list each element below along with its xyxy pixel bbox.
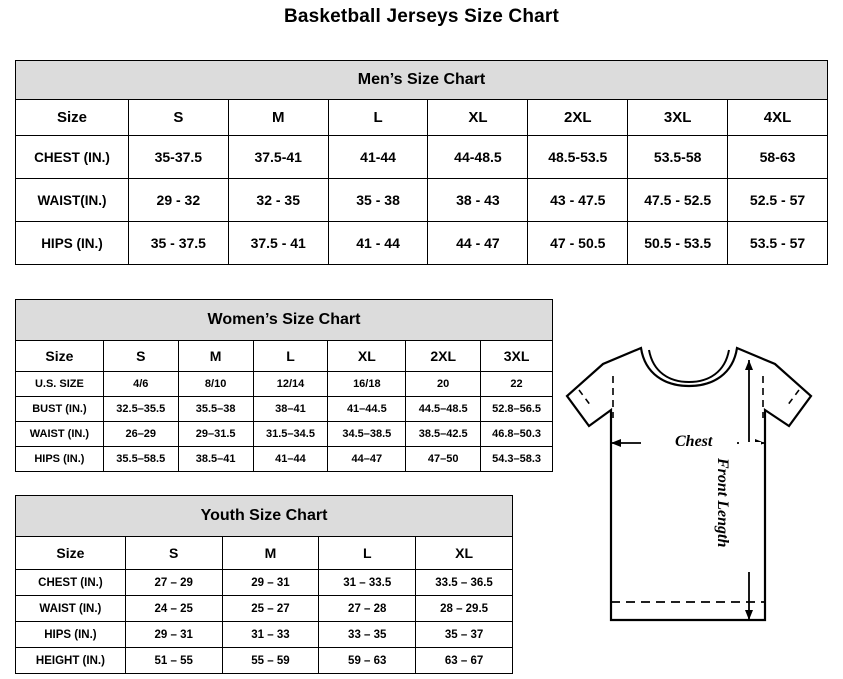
womens-chart-title: Women’s Size Chart <box>16 300 553 341</box>
mens-chest-s: 35-37.5 <box>128 136 228 179</box>
collar-line <box>649 350 729 382</box>
womens-bust-xl: 41–44.5 <box>328 397 406 422</box>
youth-waist-xl: 28 – 29.5 <box>416 596 513 622</box>
mens-waist-m: 32 - 35 <box>228 179 328 222</box>
womens-hips-2xl: 47–50 <box>406 447 481 472</box>
chest-measure-label: Chest <box>675 433 713 450</box>
table-row <box>16 422 553 447</box>
mens-chart-title: Men’s Size Chart <box>16 61 828 100</box>
mens-col-header-2xl: 2XL <box>528 100 628 136</box>
mens-row-label-hips: HIPS (IN.) <box>16 222 129 265</box>
youth-chest-s: 27 – 29 <box>125 570 222 596</box>
mens-hips-xl: 44 - 47 <box>428 222 528 265</box>
womens-row-label-hips: HIPS (IN.) <box>16 447 104 472</box>
mens-waist-3xl: 47.5 - 52.5 <box>628 179 728 222</box>
womens-bust-3xl: 52.8–56.5 <box>481 397 553 422</box>
youth-chart-title-row <box>16 496 513 537</box>
youth-col-header-xl: XL <box>416 537 513 570</box>
table-row <box>16 622 513 648</box>
womens-waist-s: 26–29 <box>103 422 178 447</box>
womens-col-header-l: L <box>253 341 328 372</box>
mens-col-header-m: M <box>228 100 328 136</box>
mens-col-header-3xl: 3XL <box>628 100 728 136</box>
mens-row-label-chest: CHEST (IN.) <box>16 136 129 179</box>
womens-waist-l: 31.5–34.5 <box>253 422 328 447</box>
mens-col-header-4xl: 4XL <box>728 100 828 136</box>
mens-hips-m: 37.5 - 41 <box>228 222 328 265</box>
womens-us-size-l: 12/14 <box>253 372 328 397</box>
mens-waist-4xl: 52.5 - 57 <box>728 179 828 222</box>
womens-chart-title-row <box>16 300 553 341</box>
womens-us-size-m: 8/10 <box>178 372 253 397</box>
womens-waist-xl: 34.5–38.5 <box>328 422 406 447</box>
youth-col-header-size: Size <box>16 537 126 570</box>
youth-height-l: 59 – 63 <box>319 648 416 674</box>
womens-bust-2xl: 44.5–48.5 <box>406 397 481 422</box>
mens-chest-m: 37.5-41 <box>228 136 328 179</box>
youth-row-label-waist: WAIST (IN.) <box>16 596 126 622</box>
womens-col-header-size: Size <box>16 341 104 372</box>
table-row <box>16 397 553 422</box>
womens-bust-m: 35.5–38 <box>178 397 253 422</box>
youth-row-label-chest: CHEST (IN.) <box>16 570 126 596</box>
youth-waist-l: 27 – 28 <box>319 596 416 622</box>
mens-hips-l: 41 - 44 <box>328 222 428 265</box>
womens-us-size-xl: 16/18 <box>328 372 406 397</box>
mens-col-header-s: S <box>128 100 228 136</box>
womens-us-size-3xl: 22 <box>481 372 553 397</box>
youth-hips-m: 31 – 33 <box>222 622 319 648</box>
womens-hips-xl: 44–47 <box>328 447 406 472</box>
mens-waist-l: 35 - 38 <box>328 179 428 222</box>
youth-chest-l: 31 – 33.5 <box>319 570 416 596</box>
womens-waist-2xl: 38.5–42.5 <box>406 422 481 447</box>
jersey-outline-svg <box>553 330 838 675</box>
youth-height-s: 51 – 55 <box>125 648 222 674</box>
youth-waist-s: 24 – 25 <box>125 596 222 622</box>
womens-size-chart-table <box>15 299 553 472</box>
womens-col-header-s: S <box>103 341 178 372</box>
womens-col-header-2xl: 2XL <box>406 341 481 372</box>
table-row <box>16 648 513 674</box>
mens-hips-3xl: 50.5 - 53.5 <box>628 222 728 265</box>
mens-chart-title-row <box>16 61 828 100</box>
mens-chest-2xl: 48.5-53.5 <box>528 136 628 179</box>
womens-row-label-us-size: U.S. SIZE <box>16 372 104 397</box>
youth-chart-title: Youth Size Chart <box>16 496 513 537</box>
mens-chest-xl: 44-48.5 <box>428 136 528 179</box>
womens-hips-l: 41–44 <box>253 447 328 472</box>
womens-col-header-xl: XL <box>328 341 406 372</box>
youth-chest-xl: 33.5 – 36.5 <box>416 570 513 596</box>
womens-hips-s: 35.5–58.5 <box>103 447 178 472</box>
jersey-body-shape <box>567 348 811 620</box>
youth-height-xl: 63 – 67 <box>416 648 513 674</box>
womens-hips-m: 38.5–41 <box>178 447 253 472</box>
womens-waist-m: 29–31.5 <box>178 422 253 447</box>
mens-header-row <box>16 100 828 136</box>
mens-hips-2xl: 47 - 50.5 <box>528 222 628 265</box>
youth-waist-m: 25 – 27 <box>222 596 319 622</box>
youth-height-m: 55 – 59 <box>222 648 319 674</box>
womens-waist-3xl: 46.8–50.3 <box>481 422 553 447</box>
youth-header-row <box>16 537 513 570</box>
mens-size-chart-table <box>15 60 828 265</box>
table-row <box>16 136 828 179</box>
mens-waist-s: 29 - 32 <box>128 179 228 222</box>
mens-col-header-size: Size <box>16 100 129 136</box>
mens-chest-l: 41-44 <box>328 136 428 179</box>
table-row <box>16 596 513 622</box>
youth-chest-m: 29 – 31 <box>222 570 319 596</box>
womens-header-row <box>16 341 553 372</box>
youth-col-header-l: L <box>319 537 416 570</box>
table-row <box>16 372 553 397</box>
mens-hips-s: 35 - 37.5 <box>128 222 228 265</box>
youth-hips-l: 33 – 35 <box>319 622 416 648</box>
womens-col-header-m: M <box>178 341 253 372</box>
mens-chest-4xl: 58-63 <box>728 136 828 179</box>
womens-hips-3xl: 54.3–58.3 <box>481 447 553 472</box>
womens-row-label-waist: WAIST (IN.) <box>16 422 104 447</box>
youth-hips-xl: 35 – 37 <box>416 622 513 648</box>
youth-col-header-m: M <box>222 537 319 570</box>
womens-us-size-2xl: 20 <box>406 372 481 397</box>
youth-row-label-hips: HIPS (IN.) <box>16 622 126 648</box>
page-title: Basketball Jerseys Size Chart <box>283 6 560 27</box>
youth-size-chart-table <box>15 495 513 674</box>
mens-col-header-l: L <box>328 100 428 136</box>
womens-col-header-3xl: 3XL <box>481 341 553 372</box>
table-row <box>16 179 828 222</box>
mens-col-header-xl: XL <box>428 100 528 136</box>
womens-bust-l: 38–41 <box>253 397 328 422</box>
mens-chest-3xl: 53.5-58 <box>628 136 728 179</box>
youth-col-header-s: S <box>125 537 222 570</box>
front-length-label-backdrop <box>739 442 761 572</box>
mens-waist-xl: 38 - 43 <box>428 179 528 222</box>
youth-row-label-height: HEIGHT (IN.) <box>16 648 126 674</box>
womens-row-label-bust: BUST (IN.) <box>16 397 104 422</box>
womens-bust-s: 32.5–35.5 <box>103 397 178 422</box>
youth-hips-s: 29 – 31 <box>125 622 222 648</box>
mens-hips-4xl: 53.5 - 57 <box>728 222 828 265</box>
mens-row-label-waist: WAIST(IN.) <box>16 179 129 222</box>
table-row <box>16 222 828 265</box>
table-row <box>16 570 513 596</box>
table-row <box>16 447 553 472</box>
womens-us-size-s: 4/6 <box>103 372 178 397</box>
mens-waist-2xl: 43 - 47.5 <box>528 179 628 222</box>
front-length-measure-label: Front Length <box>714 458 731 548</box>
jersey-measurement-diagram <box>553 330 838 675</box>
